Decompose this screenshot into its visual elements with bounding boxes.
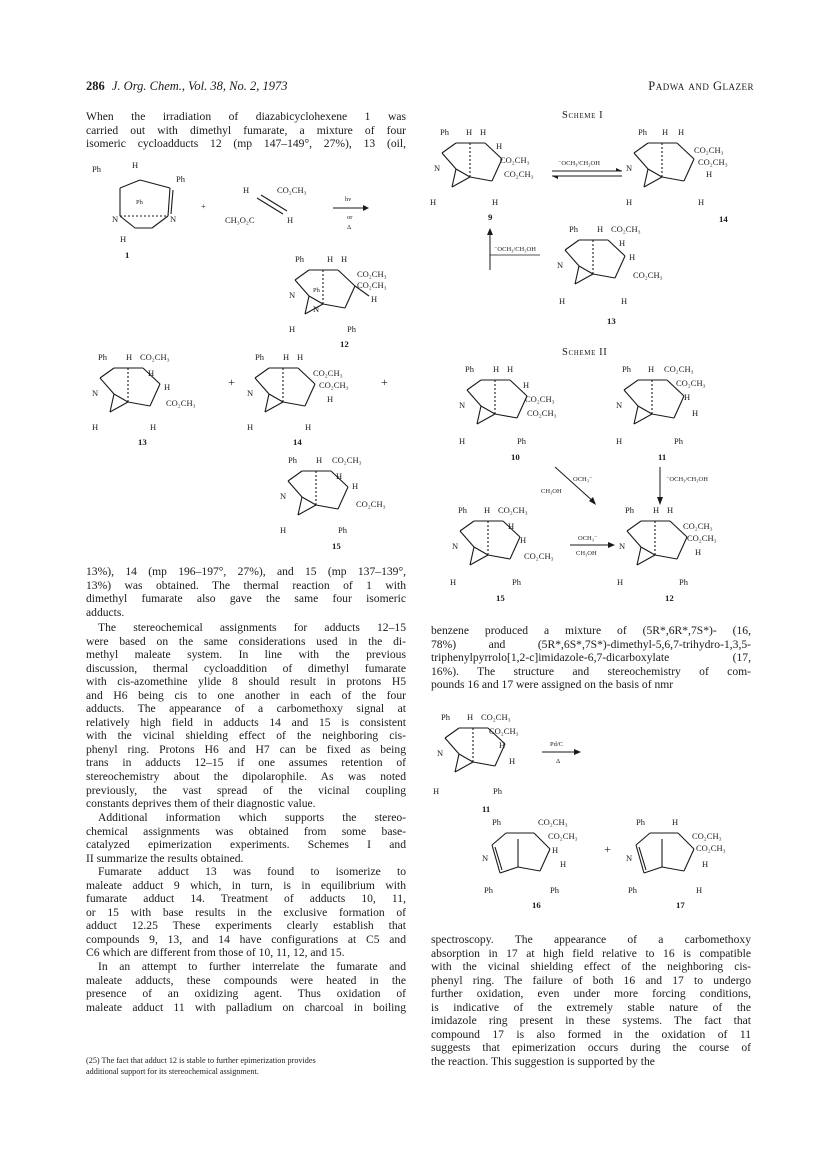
- scheme1-structure-13: [553, 222, 688, 312]
- svg-text:Ph: Ph: [92, 164, 101, 174]
- scheme1-label-14: 14: [719, 214, 728, 224]
- svg-text:H: H: [467, 712, 474, 722]
- svg-text:N: N: [280, 491, 287, 501]
- svg-text:N: N: [619, 541, 626, 551]
- svg-text:H: H: [667, 505, 674, 515]
- svg-text:H: H: [120, 234, 127, 244]
- svg-text:H: H: [150, 422, 157, 432]
- svg-text:Ph: Ph: [517, 436, 526, 446]
- svg-text:H: H: [466, 127, 473, 137]
- svg-text:N: N: [557, 260, 564, 270]
- scheme2-structure-15: [448, 503, 578, 593]
- svg-text:H: H: [702, 859, 709, 869]
- oxidation-label-11: 11: [482, 804, 491, 814]
- svg-text:H: H: [430, 197, 437, 207]
- svg-text:CO₂CH₃: CO₂CH₃: [140, 352, 170, 362]
- svg-text:H: H: [672, 817, 679, 827]
- svg-text:CO₂CH₃: CO₂CH₃: [698, 157, 728, 167]
- svg-text:CO₂CH₃: CO₂CH₃: [504, 169, 534, 179]
- svg-text:CO₂CH₃: CO₂CH₃: [277, 185, 307, 195]
- left-para-6: In an attempt to further interrelate the fumarate and maleate adducts, these compounds were heated in the presence of an oxidizing agent. Thus oxidation of maleate adduct 11 with palladium on charcoal in boiling: [86, 960, 406, 1014]
- svg-text:H: H: [433, 786, 440, 796]
- svg-text:CO₂CH₃: CO₂CH₃: [313, 368, 343, 378]
- scheme2-arrow-15-to-12: [568, 532, 620, 558]
- oxidation-structure-17: [622, 815, 752, 900]
- svg-text:CO₂CH₃: CO₂CH₃: [524, 551, 554, 561]
- svg-text:Ph: Ph: [347, 324, 356, 334]
- svg-text:N: N: [626, 163, 633, 173]
- svg-text:Ph: Ph: [484, 885, 493, 895]
- oxidation-arrow: [540, 738, 590, 768]
- svg-text:Ph: Ph: [638, 127, 647, 137]
- svg-text:H: H: [243, 185, 250, 195]
- svg-text:H: H: [341, 254, 348, 264]
- scheme1-equilibrium-arrows: [550, 155, 625, 187]
- svg-text:H: H: [92, 422, 99, 432]
- left-para-4: Additional information which supports the stereo- chemical assignments was obtained from some base- catalyzed epimerization experiments. Schemes I and II summarize the results obtained.: [86, 811, 406, 865]
- plus-sign-1: +: [228, 375, 235, 389]
- svg-text:CO₂CH₃: CO₂CH₃: [332, 455, 362, 465]
- svg-text:H: H: [616, 436, 623, 446]
- svg-text:CO₂CH₃: CO₂CH₃: [489, 726, 519, 736]
- right-para-2: spectroscopy. The appearance of a carbomethoxy absorption in 17 at high field relative to 16 is compatible with the vicinal shielding effect of the neighboring cis- phenyl ring. The failure of both 16 and 17 to undergo further oxidation, even under more forcing conditions, is indicative of the extremely stable nature of the imidazole ring present in these systems. The fact that compound 17 is also formed in the oxidation of 11 suggests that epimerization occurs during the course of the reaction. This suggestion is supported by the: [431, 933, 751, 1068]
- oxidation-structure-16: [478, 815, 608, 900]
- svg-text:H: H: [653, 505, 660, 515]
- svg-text:CO₂CH₃: CO₂CH₃: [527, 408, 557, 418]
- svg-text:N: N: [452, 541, 459, 551]
- oxidation-label-16: 16: [532, 900, 541, 910]
- svg-text:N: N: [247, 388, 254, 398]
- svg-text:⁻OCH₃/CH₃OH: ⁻OCH₃/CH₃OH: [494, 246, 536, 253]
- svg-text:H: H: [695, 547, 702, 557]
- svg-text:H: H: [696, 885, 703, 895]
- svg-text:Ph: Ph: [441, 712, 450, 722]
- svg-text:H: H: [559, 296, 566, 306]
- svg-text:H: H: [336, 471, 343, 481]
- svg-text:CO₂CH₃: CO₂CH₃: [692, 831, 722, 841]
- svg-text:N: N: [289, 290, 296, 300]
- left-para-5: Fumarate adduct 13 was found to isomerize to maleate adduct 9 which, in turn, is in equilibrium with fumarate adduct 14. Treatment of adducts 10, 11, or 15 with base results in the exclusive formation of adduct 12.25 These experiments clearly establish that compounds 9, 13, and 14 have configurations at C5 and C6 which are different from those of 10, 11, 12, and 15.: [86, 865, 406, 960]
- svg-text:H: H: [297, 352, 304, 362]
- svg-text:Ph: Ph: [136, 199, 143, 206]
- svg-text:CO₂CH₃: CO₂CH₃: [694, 145, 724, 155]
- svg-text:CO₂CH₃: CO₂CH₃: [357, 280, 387, 290]
- svg-text:CO₂CH₃: CO₂CH₃: [481, 712, 511, 722]
- scheme1-arrow-13-to-9: [480, 225, 550, 275]
- svg-text:CO₂CH₃: CO₂CH₃: [166, 398, 196, 408]
- compound-label-15: 15: [332, 541, 341, 551]
- svg-text:Ph: Ph: [255, 352, 264, 362]
- svg-text:H: H: [706, 169, 713, 179]
- compound-label-13: 13: [138, 437, 147, 447]
- svg-text:N: N: [313, 304, 320, 314]
- svg-text:N: N: [92, 388, 99, 398]
- svg-text:OCH₃⁻: OCH₃⁻: [578, 535, 598, 542]
- scheme2-structure-10: [455, 362, 580, 450]
- svg-text:Ph: Ph: [569, 224, 578, 234]
- svg-text:Ph: Ph: [493, 786, 502, 796]
- scheme2-structure-11: [612, 362, 737, 450]
- svg-text:Ph: Ph: [628, 885, 637, 895]
- running-header-left: [86, 79, 287, 94]
- svg-text:N: N: [434, 163, 441, 173]
- svg-text:H: H: [678, 127, 685, 137]
- svg-text:Δ: Δ: [347, 224, 352, 231]
- svg-text:H: H: [560, 859, 567, 869]
- scheme1-label-13: 13: [607, 316, 616, 326]
- svg-text:CO₂CH₃: CO₂CH₃: [664, 364, 694, 374]
- svg-text:H: H: [619, 238, 626, 248]
- svg-text:H: H: [698, 197, 705, 207]
- svg-text:H: H: [648, 364, 655, 374]
- svg-text:H: H: [450, 577, 457, 587]
- svg-text:⁻OCH₃/CH₃OH: ⁻OCH₃/CH₃OH: [666, 476, 708, 483]
- svg-text:hν: hν: [345, 196, 352, 203]
- svg-text:+: +: [201, 201, 206, 211]
- svg-text:H: H: [316, 455, 323, 465]
- svg-text:Ph: Ph: [625, 505, 634, 515]
- svg-text:CO₂CH₃: CO₂CH₃: [538, 817, 568, 827]
- structure-1-diazabicyclohexene: [90, 158, 185, 250]
- scheme-2-title: Scheme II: [562, 347, 608, 358]
- svg-text:H: H: [371, 294, 378, 304]
- svg-text:CO₂CH₃: CO₂CH₃: [357, 269, 387, 279]
- svg-text:H: H: [247, 422, 254, 432]
- svg-text:Ph: Ph: [679, 577, 688, 587]
- journal-citation: J. Org. Chem., Vol. 38, No. 2, 1973: [111, 79, 288, 93]
- svg-text:H: H: [520, 535, 527, 545]
- svg-text:Ph: Ph: [636, 817, 645, 827]
- svg-text:Ph: Ph: [98, 352, 107, 362]
- svg-text:N: N: [616, 400, 623, 410]
- right-para-1: benzene produced a mixture of (5R*,6R*,7S*)- (16, 78%) and (5R*,6S*,7S*)-dimethyl-5,6,7-trihydro-1,3,5- triphenylpyrrolo[1,2-c]imidazole-6,7-dicarboxylate (17, 16%). The structure and stereochemistry of com- pounds 16 and 17 were assigned on the basis of nmr: [431, 624, 751, 692]
- svg-text:Ph: Ph: [288, 455, 297, 465]
- svg-text:Ph: Ph: [674, 436, 683, 446]
- svg-text:CO₂CH₃: CO₂CH₃: [633, 270, 663, 280]
- svg-text:H: H: [508, 521, 515, 531]
- left-para-1: When the irradiation of diazabicyclohexene 1 was carried out with dimethyl fumarate, a mixture of four isomeric cycloadducts 12 (mp 147–149°, 27%), 13 (oil,: [86, 110, 406, 151]
- svg-text:CO₂CH₃: CO₂CH₃: [356, 499, 386, 509]
- svg-text:H: H: [126, 352, 133, 362]
- svg-text:H: H: [164, 382, 171, 392]
- svg-text:H: H: [507, 364, 514, 374]
- svg-text:Ph: Ph: [176, 174, 185, 184]
- structure-12: [283, 252, 408, 337]
- left-para-2: 13%), 14 (mp 196–197°, 27%), and 15 (mp 137–139°, 13%) was obtained. The thermal reaction of 1 with dimethyl fumarate also gave the same four isomeric adducts.: [86, 565, 406, 619]
- svg-text:H: H: [352, 481, 359, 491]
- plus-sign-2: +: [381, 375, 388, 389]
- svg-text:CH₃OH: CH₃OH: [541, 488, 562, 495]
- svg-text:N: N: [482, 853, 489, 863]
- scheme2-label-10: 10: [511, 452, 520, 462]
- svg-text:H: H: [459, 436, 466, 446]
- scheme2-label-12: 12: [665, 593, 674, 603]
- svg-text:H: H: [287, 215, 294, 225]
- svg-text:H: H: [305, 422, 312, 432]
- scheme2-structure-12: [615, 503, 745, 593]
- svg-text:CO₂CH₃: CO₂CH₃: [687, 533, 717, 543]
- svg-text:CO₂CH₃: CO₂CH₃: [500, 155, 530, 165]
- svg-text:H: H: [492, 197, 499, 207]
- svg-text:H: H: [496, 141, 503, 151]
- svg-text:Δ: Δ: [556, 758, 561, 765]
- svg-text:N: N: [170, 214, 177, 224]
- scheme1-structure-9: [430, 125, 555, 215]
- svg-text:H: H: [509, 756, 516, 766]
- svg-text:N: N: [626, 853, 633, 863]
- svg-text:Ph: Ph: [550, 885, 559, 895]
- svg-text:Ph: Ph: [622, 364, 631, 374]
- svg-text:H: H: [617, 577, 624, 587]
- oxidation-label-17: 17: [676, 900, 685, 910]
- compound-label-12: 12: [340, 339, 349, 349]
- svg-text:H: H: [280, 525, 287, 535]
- scheme1-label-9: 9: [488, 212, 493, 222]
- svg-text:Ph: Ph: [440, 127, 449, 137]
- svg-text:N: N: [112, 214, 119, 224]
- svg-text:H: H: [480, 127, 487, 137]
- svg-text:H: H: [523, 380, 530, 390]
- svg-text:Ph: Ph: [492, 817, 501, 827]
- svg-text:H: H: [629, 252, 636, 262]
- svg-text:Ph: Ph: [512, 577, 521, 587]
- svg-text:H: H: [493, 364, 500, 374]
- svg-text:CO₂CH₃: CO₂CH₃: [696, 843, 726, 853]
- svg-text:H: H: [289, 324, 296, 334]
- running-header-authors: Padwa and Glazer: [648, 79, 754, 93]
- svg-text:CH₃OH: CH₃OH: [576, 550, 597, 557]
- scheme2-label-15: 15: [496, 593, 505, 603]
- scheme1-structure-14: [622, 125, 752, 215]
- svg-text:H: H: [552, 845, 559, 855]
- compound-label-1: 1: [125, 250, 130, 260]
- svg-text:N: N: [459, 400, 466, 410]
- svg-text:Ph: Ph: [338, 525, 347, 535]
- svg-text:or: or: [347, 214, 353, 221]
- svg-text:Pd/C: Pd/C: [550, 741, 564, 748]
- svg-text:H: H: [692, 408, 699, 418]
- plus-sign-3: +: [604, 842, 611, 856]
- svg-text:H: H: [283, 352, 290, 362]
- footnote-25: (25) The fact that adduct 12 is stable to further epimerization provides additional support for its stereochemical assignment.: [86, 1056, 316, 1076]
- svg-text:CO₂CH₃: CO₂CH₃: [676, 378, 706, 388]
- svg-text:H: H: [132, 160, 139, 170]
- svg-text:OCH₃⁻: OCH₃⁻: [573, 476, 593, 483]
- svg-text:H: H: [148, 368, 155, 378]
- structure-13: [88, 350, 213, 435]
- scheme-1-title: Scheme I: [562, 110, 604, 121]
- compound-label-14: 14: [293, 437, 302, 447]
- svg-text:CO₂CH₃: CO₂CH₃: [683, 521, 713, 531]
- scheme2-label-11: 11: [658, 452, 667, 462]
- structure-15: [276, 453, 406, 538]
- svg-text:H: H: [626, 197, 633, 207]
- svg-text:CO₂CH₃: CO₂CH₃: [525, 394, 555, 404]
- dimethyl-fumarate-reagent: [195, 183, 375, 238]
- left-para-3: The stereochemical assignments for adducts 12–15 were based on the same considerations used in the di- methyl maleate system. In line with the previous discussion, thermal cycloaddition of dimethyl fumarate with cis-azomethine ylide 8 should result in protons H5 and H6 being cis to one another in each of the four adducts. The appearance of a carbomethoxy signal at relatively high field in adducts 14 and 15 is consistent with the vicinal shielding effect of the neighboring cis- phenyl ring. Protons H6 and H7 can be fixed as being trans in adducts 12–15 if one assumes retention of stereochemistry about the dipolarophile. As was noted previously, the vast spread of the vicinal coupling constants deprives them of their diagnostic value.: [86, 621, 406, 811]
- structure-14: [243, 350, 368, 435]
- svg-text:H: H: [327, 254, 334, 264]
- svg-text:CO₂CH₃: CO₂CH₃: [611, 224, 641, 234]
- svg-text:CO₂CH₃: CO₂CH₃: [548, 831, 578, 841]
- svg-text:Ph: Ph: [313, 287, 320, 294]
- svg-text:Ph: Ph: [465, 364, 474, 374]
- page-number: 286: [86, 79, 105, 93]
- svg-text:CO₂CH₃: CO₂CH₃: [498, 505, 528, 515]
- svg-text:H: H: [499, 740, 506, 750]
- svg-text:N: N: [437, 748, 444, 758]
- svg-text:Ph: Ph: [458, 505, 467, 515]
- svg-text:H: H: [662, 127, 669, 137]
- svg-text:H: H: [484, 505, 491, 515]
- svg-text:CO₂CH₃: CO₂CH₃: [319, 380, 349, 390]
- svg-text:H: H: [597, 224, 604, 234]
- svg-text:H: H: [327, 394, 334, 404]
- svg-text:⁻OCH₃/CH₃OH: ⁻OCH₃/CH₃OH: [558, 160, 600, 167]
- svg-text:H: H: [684, 392, 691, 402]
- svg-text:H: H: [621, 296, 628, 306]
- svg-text:Ph: Ph: [295, 254, 304, 264]
- svg-text:CH₃O₂C: CH₃O₂C: [225, 215, 255, 225]
